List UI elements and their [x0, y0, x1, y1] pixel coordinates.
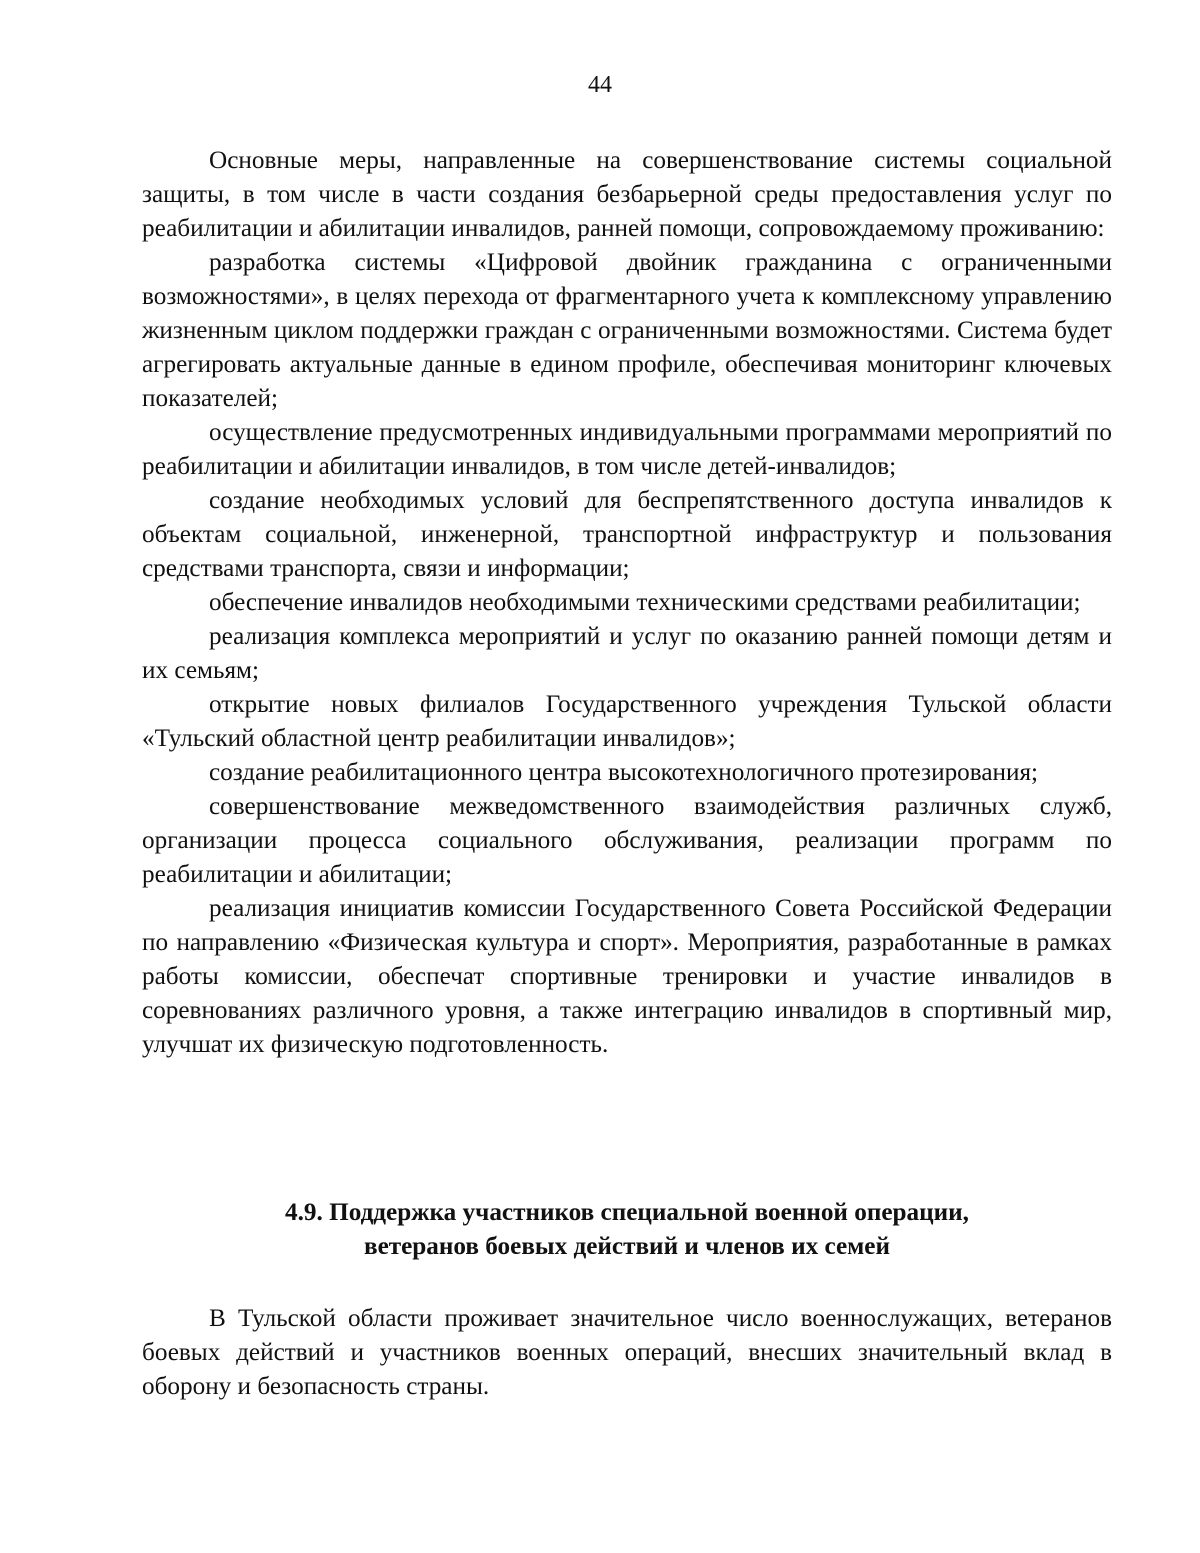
measure-item: реализация инициатив комиссии Государственного Совета Российской Федерации по направлению «Физическая культура и спорт». Мероприятия, разработанные в рамках работы комиссии, обеспечат спортивные тренировки и участие инвалидов в соревнованиях различного уровня, а также интеграцию инвалидов в спортивный мир, улучшат их физическую подготовленность. — [142, 895, 1112, 1058]
section-heading — [142, 1196, 1112, 1264]
main-text-block — [142, 144, 1112, 1062]
measure-item: разработка системы «Цифровой двойник гражданина с ограниченными возможностями», в целях перехода от фрагментарного учета к комплексному управлению жизненным циклом поддержки граждан с ограниченными возможностями. Система будет агрегировать актуальные данные в едином профиле, обеспечивая мониторинг ключевых показателей; — [142, 249, 1112, 412]
measure-item: открытие новых филиалов Государственного учреждения Тульской области «Тульский областной центр реабилитации инвалидов»; — [142, 691, 1112, 752]
section-heading-line: 4.9. Поддержка участников специальной военной операции, — [285, 1199, 969, 1226]
section-heading-line: ветеранов боевых действий и членов их семей — [363, 1233, 891, 1260]
closing-text-block — [142, 1302, 1112, 1404]
measure-item: обеспечение инвалидов необходимыми техническими средствами реабилитации; — [209, 589, 1081, 616]
closing-paragraph: В Тульской области проживает значительное число военнослужащих, ветеранов боевых действий и участников военных операций, внесших значительный вклад в оборону и безопасность страны. — [142, 1305, 1112, 1400]
measure-item: осуществление предусмотренных индивидуальными программами мероприятий по реабилитации и абилитации инвалидов, в том числе детей-инвалидов; — [142, 419, 1112, 480]
intro-paragraph: Основные меры, направленные на совершенствование системы социальной защиты, в том числе в части создания безбарьерной среды предоставления услуг по реабилитации и абилитации инвалидов, ранней помощи, сопровождаемому проживанию: — [142, 147, 1112, 242]
page-number: 44 — [588, 72, 612, 98]
measure-item: создание реабилитационного центра высокотехнологичного протезирования; — [209, 759, 1039, 786]
measure-item: совершенствование межведомственного взаимодействия различных служб, организации процесса социального обслуживания, реализации программ по реабилитации и абилитации; — [142, 793, 1112, 888]
measure-item: создание необходимых условий для беспрепятственного доступа инвалидов к объектам социальной, инженерной, транспортной инфраструктур и пользования средствами транспорта, связи и информации; — [142, 487, 1112, 582]
measure-item: реализация комплекса мероприятий и услуг по оказанию ранней помощи детям и их семьям; — [142, 623, 1112, 684]
